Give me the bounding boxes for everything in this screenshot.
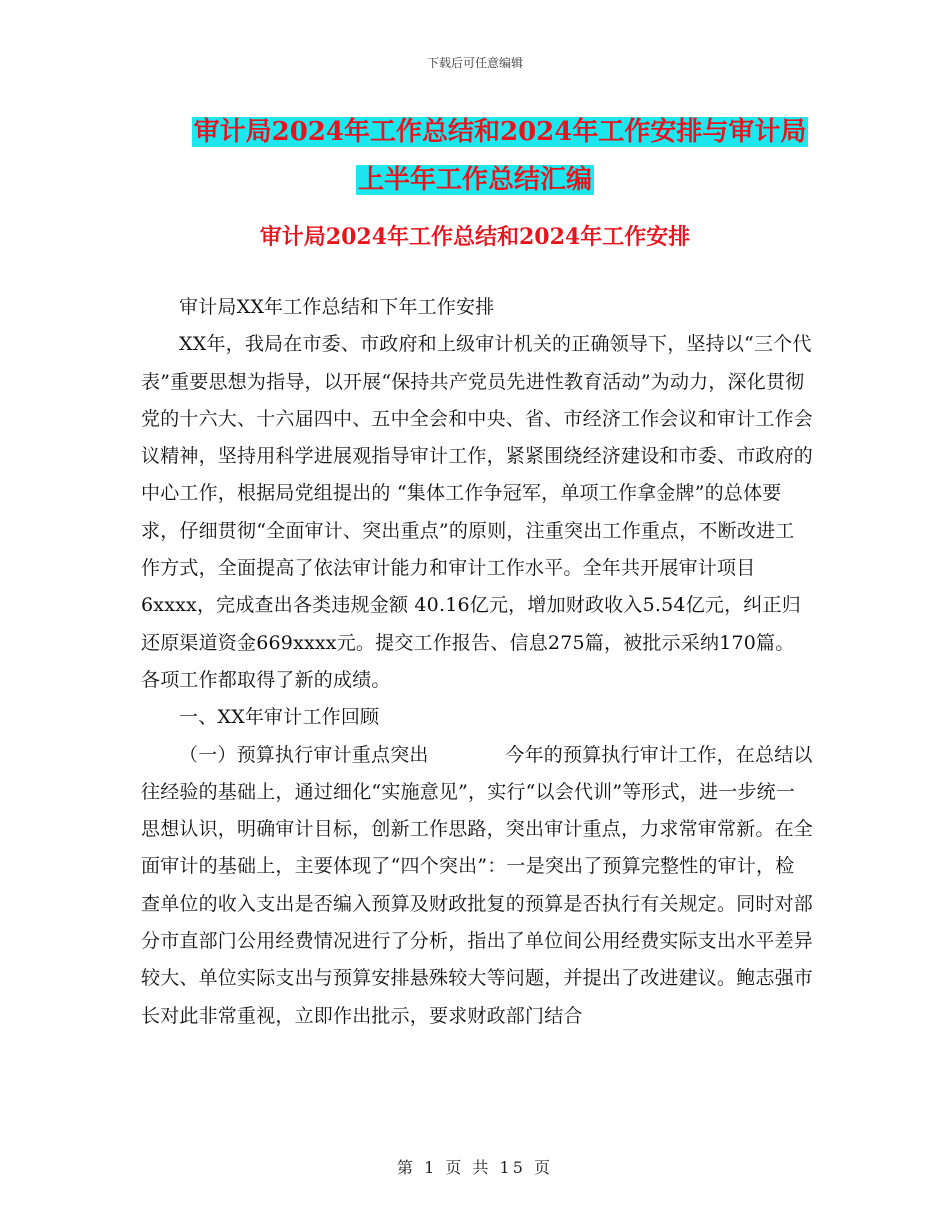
body-text (141, 289, 813, 1035)
page-number-footer: 第 1 页 共 15 页 (397, 1158, 553, 1177)
title-line-2: 上半年工作总结汇编 (357, 165, 592, 195)
paragraph-subtitle: 审计局XX年工作总结和下年工作安排 (179, 296, 495, 318)
header-note: 下载后可任意编辑 (426, 56, 523, 70)
section-title: 审计局2024年工作总结和2024年工作安排 (259, 224, 691, 250)
title-line-1: 审计局2024年工作总结和2024年工作安排与审计局 (193, 117, 807, 147)
document-title (0, 108, 950, 204)
paragraph-summary: XX年，我局在市委、市政府和上级审计机关的正确领导下，坚持以“三个代表”重要思想为指导，以开展“保持共产党员先进性教育活动”为动力，深化贯彻党的十六大、十六届四中、五中全会和中央、省、市经济工作会议和审计工作会议精神，坚持用科学进展观指导审计工作，紧紧围绕经济建设和市委、市政府的中心工作，根据局党组提出的 “集体工作争冠军，单项工作拿金牌”的总体要求，仔细贯彻“全面审计、突出重点”的原则，注重突出工作重点，不断改进工作方式，全面提高了依法审计能力和审计工作水平。全年共开展审计项目6xxxx，完成查出各类违规金额 40.16亿元，增加财政收入5.54亿元，纠正归还原渠道资金669xxxx元。提交工作报告、信息275篇，被批示采纳170篇。各项工作都取得了新的成绩。 (141, 333, 814, 691)
paragraph-budget-audit: （一）预算执行审计重点突出 今年的预算执行审计工作，在总结以往经验的基础上，通过细化“实施意见”，实行“以会代训”等形式，进一步统一思想认识，明确审计目标，创新工作思路，突出审计重点，力求常审常新。在全面审计的基础上，主要体现了“四个突出”：一是突出了预算完整性的审计，检查单位的收入支出是否编入预算及财政批复的预算是否执行有关规定。同时对部分市直部门公用经费情况进行了分析，指出了单位间公用经费实际支出水平差异较大、单位实际支出与预算安排悬殊较大等问题，并提出了改进建议。鲍志强市长对此非常重视，立即作出批示，要求财政部门结合 (141, 743, 814, 1027)
paragraph-heading-review: 一、XX年审计工作回顾 (179, 706, 380, 729)
